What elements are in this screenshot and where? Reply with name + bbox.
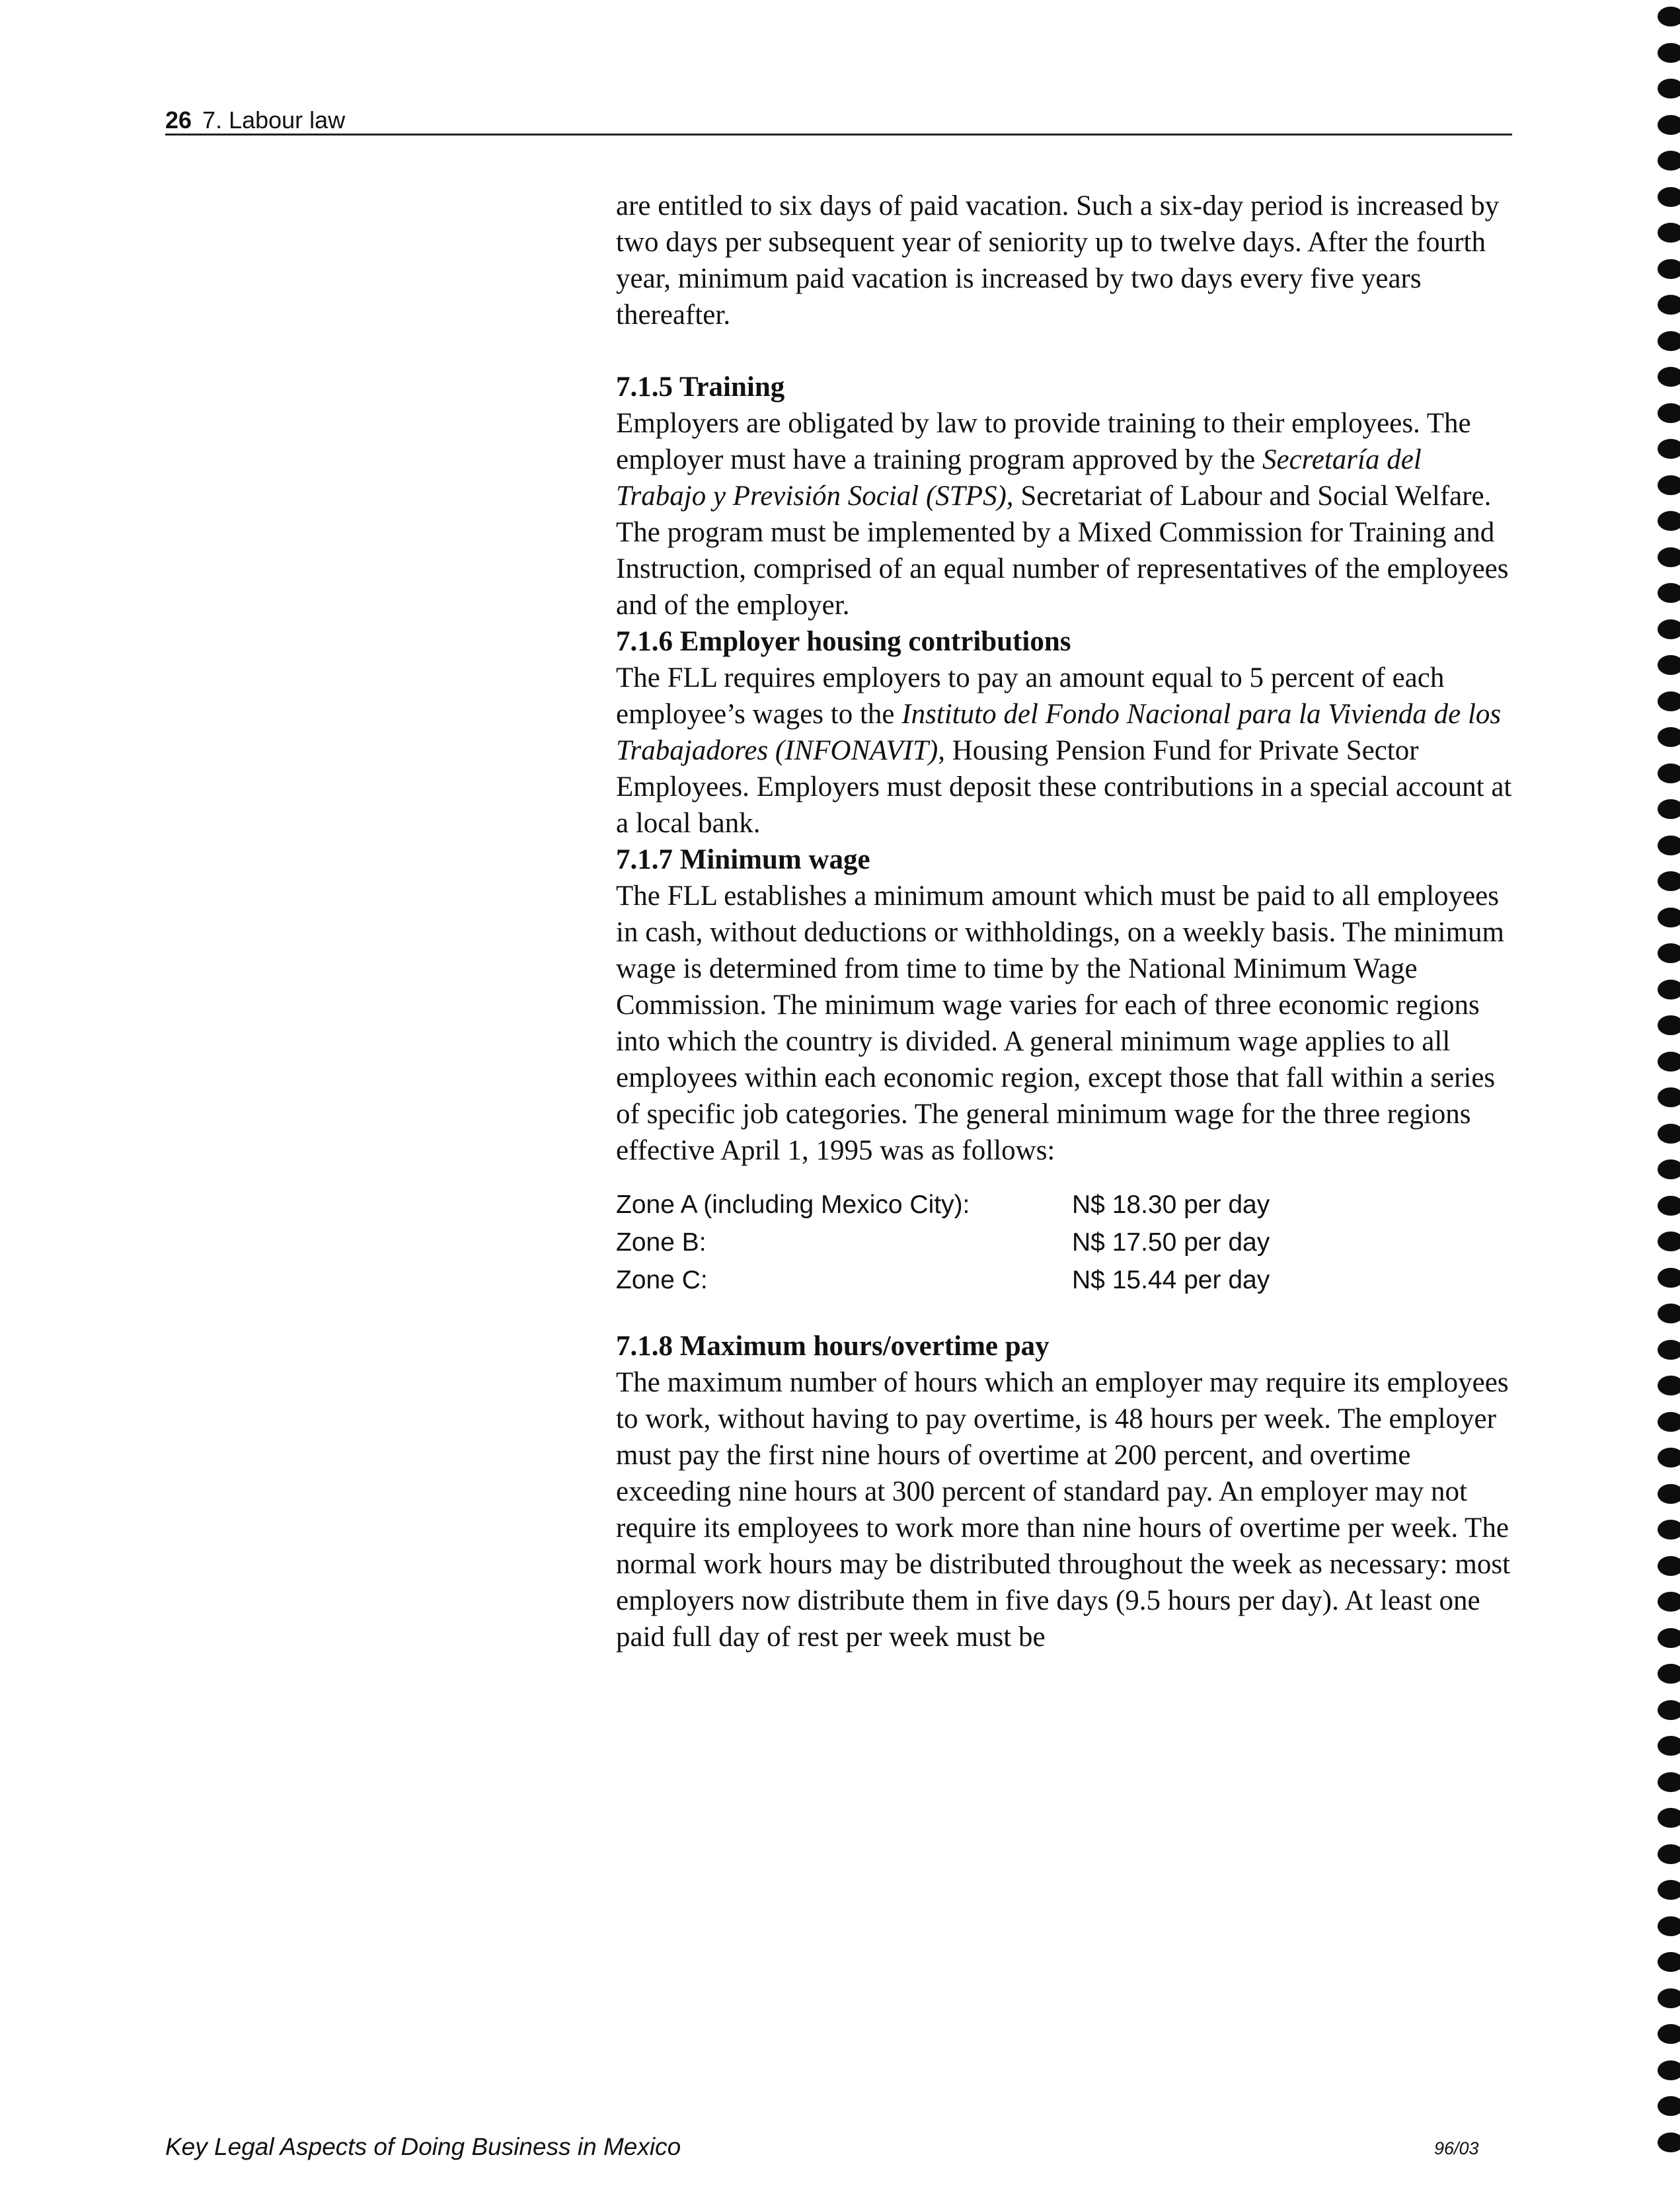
binding-hole bbox=[1658, 1484, 1680, 1504]
binding-hole bbox=[1658, 1556, 1680, 1576]
zone-label: Zone A (including Mexico City): bbox=[616, 1191, 970, 1219]
binding-hole bbox=[1658, 331, 1680, 351]
binding-hole bbox=[1658, 43, 1680, 63]
binding-hole bbox=[1658, 1952, 1680, 1972]
binding-hole bbox=[1658, 1772, 1680, 1792]
binding-hole bbox=[1658, 295, 1680, 315]
wage-zone-row bbox=[616, 1224, 1518, 1261]
binding-hole bbox=[1658, 475, 1680, 495]
housing-text-part1: The FLL requires employers to pay an amount equal to 5 percent of each employee’s wages to the bbox=[616, 662, 1445, 730]
binding-hole bbox=[1658, 1159, 1680, 1179]
binding-hole bbox=[1658, 763, 1680, 783]
binding-hole bbox=[1658, 2096, 1680, 2116]
chapter-title: 7. Labour law bbox=[202, 106, 346, 134]
binding-hole bbox=[1658, 151, 1680, 171]
zone-wage: N$ 17.50 per day bbox=[1072, 1228, 1270, 1257]
binding-hole bbox=[1658, 1052, 1680, 1072]
binding-hole bbox=[1658, 1304, 1680, 1323]
section-text-housing bbox=[616, 660, 1518, 841]
training-text-part1: Employers are obligated by law to provide training to their employees. The employer must have a training program approved by the bbox=[616, 408, 1471, 475]
section-heading-housing: 7.1.6 Employer housing contributions bbox=[616, 626, 1071, 657]
page-body bbox=[616, 188, 1518, 1655]
binding-hole bbox=[1658, 1592, 1680, 1612]
binding-hole bbox=[1658, 1015, 1680, 1035]
wage-zone-row bbox=[616, 1261, 1518, 1299]
binding-hole bbox=[1658, 403, 1680, 423]
binding-hole bbox=[1658, 2024, 1680, 2044]
binding-hole bbox=[1658, 1700, 1680, 1720]
binding-hole bbox=[1658, 583, 1680, 603]
binding-hole bbox=[1658, 367, 1680, 387]
binding-hole bbox=[1658, 1124, 1680, 1144]
binding-hole bbox=[1658, 1844, 1680, 1864]
header-rule bbox=[165, 134, 1512, 136]
binding-hole bbox=[1658, 1268, 1680, 1288]
section-text-training bbox=[616, 405, 1518, 623]
binding-hole bbox=[1658, 7, 1680, 26]
binding-hole bbox=[1658, 223, 1680, 243]
binding-hole bbox=[1658, 1376, 1680, 1395]
section-text-overtime: The maximum number of hours which an employer may require its employees to work, without having to pay overtime, is 48 hours per week. The employer must pay the first nine hours of overtime at 200 percent, and overtime exceeding nine hours at 300 percent of standard pay. An employer may not require its employees to work more than nine hours of overtime per week. The normal work hours may be distributed throughout the week as necessary: most employers now distribute them in five days (9.5 hours per day). At least one paid full day of rest per week must be bbox=[616, 1367, 1511, 1653]
binding-hole bbox=[1658, 799, 1680, 819]
training-text-part2: Secretariat of Labour and Social Welfare. The program must be implemented by a Mixed Commission for Training and Instruction, comprised of an equal number of representatives of the employees and of the employer. bbox=[616, 481, 1509, 621]
binding-hole bbox=[1658, 1087, 1680, 1107]
binding-hole bbox=[1658, 547, 1680, 567]
binding-hole bbox=[1658, 1196, 1680, 1216]
binding-hole bbox=[1658, 1664, 1680, 1684]
stps-name: Secretaría del Trabajo y Previsión Social (STPS), bbox=[616, 444, 1422, 512]
housing-text-part2: Housing Pension Fund for Private Sector Employees. Employers must deposit these contributions in a special account at a local bank. bbox=[616, 735, 1512, 839]
binding-hole bbox=[1658, 727, 1680, 747]
binding-hole bbox=[1658, 1916, 1680, 1936]
binding-hole bbox=[1658, 1412, 1680, 1432]
wage-zone-table bbox=[616, 1186, 1518, 1299]
wage-zone-row bbox=[616, 1186, 1518, 1224]
binding-hole bbox=[1658, 691, 1680, 711]
binding-hole bbox=[1658, 259, 1680, 279]
section-text-minimum-wage: The FLL establishes a minimum amount which must be paid to all employees in cash, without deductions or withholdings, on a weekly basis. The minimum wage is determined from time to time by the National Minimum Wage Commission. The minimum wage varies for each of three economic regions into which the country is divided. A general minimum wage applies to all employees within each economic region, except those that fall within a series of specific job categories. The general minimum wage for the three regions effective April 1, 1995 was as follows: bbox=[616, 880, 1505, 1166]
binding-hole bbox=[1658, 836, 1680, 855]
binding-hole bbox=[1658, 871, 1680, 891]
zone-wage: N$ 15.44 per day bbox=[1072, 1266, 1270, 1294]
binding-hole bbox=[1658, 1448, 1680, 1467]
binding-hole bbox=[1658, 79, 1680, 98]
page-number: 26 bbox=[165, 106, 192, 134]
binding-hole bbox=[1658, 943, 1680, 963]
binding-hole bbox=[1658, 655, 1680, 675]
binding-hole bbox=[1658, 1232, 1680, 1251]
binding-hole bbox=[1658, 2060, 1680, 2080]
binding-hole bbox=[1658, 1808, 1680, 1828]
binding-hole bbox=[1658, 1988, 1680, 2008]
binding-hole bbox=[1658, 1520, 1680, 1540]
binding-hole bbox=[1658, 511, 1680, 531]
section-heading-minimum-wage: 7.1.7 Minimum wage bbox=[616, 844, 870, 875]
binding-holes bbox=[1640, 7, 1680, 2188]
intro-paragraph: are entitled to six days of paid vacation. Such a six-day period is increased by two days per subsequent year of seniority up to twelve days. After the fourth year, minimum paid vacation is increased by two days every five years thereafter. bbox=[616, 190, 1500, 331]
footer-edition: 96/03 bbox=[1434, 2138, 1479, 2158]
section-heading-training: 7.1.5 Training bbox=[616, 372, 785, 403]
binding-hole bbox=[1658, 187, 1680, 207]
zone-label: Zone B: bbox=[616, 1228, 706, 1257]
zone-label: Zone C: bbox=[616, 1266, 708, 1294]
binding-hole bbox=[1658, 1340, 1680, 1360]
binding-hole bbox=[1658, 980, 1680, 999]
binding-hole bbox=[1658, 2132, 1680, 2152]
binding-hole bbox=[1658, 908, 1680, 927]
binding-hole bbox=[1658, 439, 1680, 459]
binding-hole bbox=[1658, 1736, 1680, 1756]
infonavit-name: Instituto del Fondo Nacional para la Vivienda de los Trabajadores (INFONAVIT), bbox=[616, 699, 1502, 766]
zone-wage: N$ 18.30 per day bbox=[1072, 1191, 1270, 1219]
footer-book-title: Key Legal Aspects of Doing Business in Mexico bbox=[165, 2133, 681, 2160]
section-heading-overtime: 7.1.8 Maximum hours/overtime pay bbox=[616, 1331, 1050, 1362]
binding-hole bbox=[1658, 115, 1680, 135]
binding-hole bbox=[1658, 1628, 1680, 1648]
binding-hole bbox=[1658, 619, 1680, 639]
binding-hole bbox=[1658, 1880, 1680, 1900]
